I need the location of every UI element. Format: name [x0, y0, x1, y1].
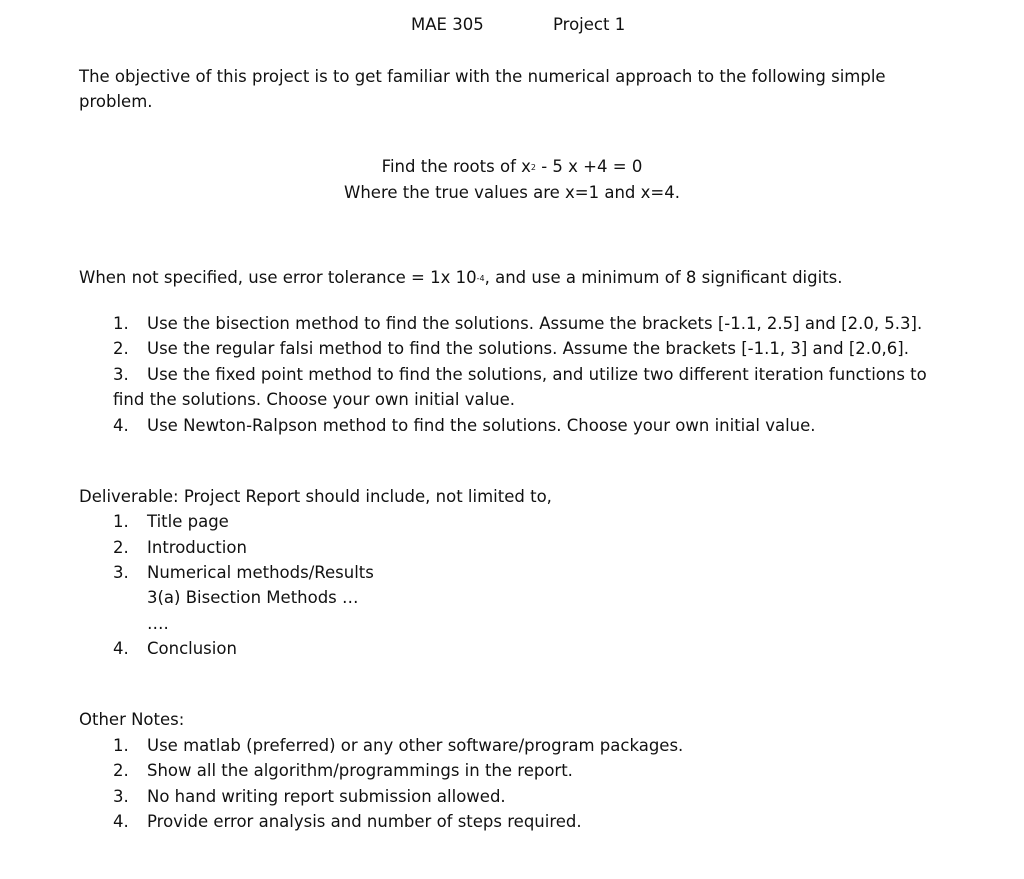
list-number: 1.	[113, 314, 129, 333]
list-text: Provide error analysis and number of steps required.	[147, 812, 582, 831]
list-text: Use the fixed point method to find the solutions, and utilize two different iteration functions to	[147, 365, 927, 384]
objective-line-1: The objective of this project is to get familiar with the numerical approach to the following simple	[79, 67, 886, 86]
list-number: 3.	[113, 365, 129, 384]
list-text: Use matlab (preferred) or any other software/program packages.	[147, 736, 684, 755]
list-number: 1.	[113, 736, 129, 755]
equation-x: x	[521, 157, 531, 176]
course-title: MAE 305	[411, 15, 484, 34]
true-values: Where the true values are x=1 and x=4.	[344, 183, 680, 202]
list-text: Conclusion	[147, 639, 237, 658]
tolerance-statement	[79, 265, 843, 291]
deliverable-sub-item: 3(a) Bisection Methods …	[147, 588, 359, 607]
project-title: Project 1	[553, 15, 626, 34]
tolerance-exponent: -4	[476, 274, 485, 283]
list-text: Numerical methods/Results	[147, 563, 374, 582]
list-number: 2.	[113, 538, 129, 557]
list-text: Introduction	[147, 538, 247, 557]
tolerance-before: When not specified, use error tolerance = 1x 10	[79, 268, 477, 287]
list-number: 3.	[113, 563, 129, 582]
objective-line-2: problem.	[79, 92, 153, 111]
list-number: 4.	[113, 812, 129, 831]
list-number: 4.	[113, 416, 129, 435]
equation-exponent: 2	[530, 163, 536, 172]
list-text: No hand writing report submission allowed.	[147, 787, 506, 806]
list-number: 1.	[113, 512, 129, 531]
list-number: 3.	[113, 787, 129, 806]
notes-heading: Other Notes:	[79, 710, 185, 729]
list-text: Show all the algorithm/programmings in the report.	[147, 761, 573, 780]
list-text: Use Newton-Ralpson method to find the solutions. Choose your own initial value.	[147, 416, 816, 435]
equation-rest: - 5 x +4 = 0	[535, 157, 643, 176]
list-number: 4.	[113, 639, 129, 658]
list-text: Use the regular falsi method to find the solutions. Assume the brackets [-1.1, 3] and [2.0,6].	[147, 339, 909, 358]
list-number: 2.	[113, 761, 129, 780]
list-number: 2.	[113, 339, 129, 358]
deliverable-heading: Deliverable: Project Report should include, not limited to,	[79, 487, 552, 506]
equation-prefix: Find the roots of	[381, 157, 522, 176]
list-text-continued: find the solutions. Choose your own initial value.	[113, 390, 516, 409]
problem-equation	[0, 154, 1024, 180]
list-text: Use the bisection method to find the solutions. Assume the brackets [-1.1, 2.5] and [2.0, 5.3].	[147, 314, 923, 333]
list-text: Title page	[147, 512, 229, 531]
tolerance-after: , and use a minimum of 8 significant digits.	[484, 268, 843, 287]
deliverable-ellipsis: ….	[147, 614, 169, 633]
